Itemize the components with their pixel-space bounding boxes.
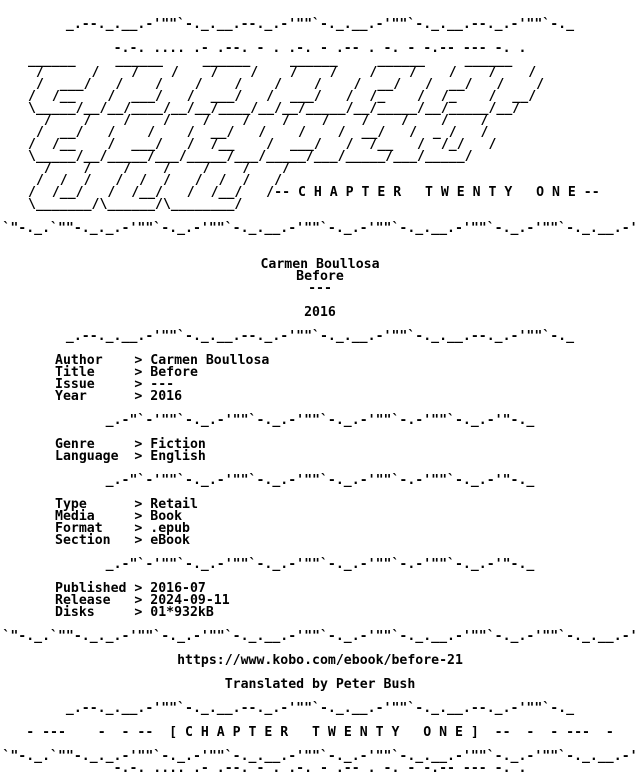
text-line: / /__/ / /__/ / /__/ /-- C H A P T E R T W E N T Y O N E -- — [28, 185, 600, 200]
text-line: --- — [308, 281, 332, 296]
text-line: https://www.kobo.com/ebook/before-21 — [177, 653, 463, 668]
text-line: Year > 2016 — [55, 389, 183, 404]
text-line: / /__ / ___/ / ___/ / ___/ / /_ / /_ / __/ — [28, 89, 537, 104]
text-line: \_______/\______/\________/ — [28, 197, 243, 212]
text-line: `"-._.`""-._._.-'""`-._.-'""`-._.__.-'""`-._.-'""`-._.__.-'""`-._.-'""`-._.__.-' — [2, 221, 638, 236]
text-line: / /__ / ___/ / /__ / ___/ / /__ / /_/ / — [28, 137, 497, 152]
nfo-document — [0, 19, 640, 775]
text-line: Published > 2016-07 — [55, 581, 206, 596]
text-line: / / / / / / / — [28, 161, 291, 176]
text-line: _.--._.__.-'""`-._.__.--._.-'""`-._.__.-'""`-._.__.--._.-'""`-._ — [65, 17, 575, 32]
text-line: / / / / / / / / / / / / — [28, 113, 489, 128]
text-line: Genre > Fiction — [55, 437, 206, 452]
text-line: \_____/__/__/____/__/__/____/__/__/_____/__/_____/__/_____/__/ — [28, 101, 521, 116]
text-line: Carmen Boullosa — [260, 257, 380, 272]
text-line: - --- - - -- [ C H A P T E R T W E N T Y O N E ] -- - - --- - — [26, 725, 614, 740]
text-line: -.-. .... .- .--. - . .-. - .-- . -. - -.-- --- -. . — [113, 41, 527, 56]
text-line: Title > Before — [55, 365, 198, 380]
text-line: / / / / / / / / / / — [28, 173, 283, 188]
text-line: `"-._.`""-._._.-'""`-._.-'""`-._.__.-'""`-._.-'""`-._.__.-'""`-._.-'""`-._.__.-' — [2, 749, 638, 764]
text-line: Section > eBook — [55, 533, 190, 548]
text-line: Before — [296, 269, 344, 284]
text-line: Disks > 01*932kB — [55, 605, 214, 620]
text-line: Type > Retail — [55, 497, 198, 512]
text-line: / __/ / / / __/ / / / __/ / _ / / — [28, 125, 489, 140]
text-line: Issue > --- — [55, 377, 175, 392]
text-line: _.-"`-'""`-._.-'""`-._.-'""`-._.-'""`-.-'""`-._.-'"-._ — [105, 557, 535, 572]
text-line: `"-._.`""-._._.-'""`-._.-'""`-._.__.-'""`-._.-'""`-._.__.-'""`-._.-'""`-._.__.-' — [2, 629, 638, 644]
text-line: Media > Book — [55, 509, 183, 524]
text-line: / / / / / / / / / / / / / — [28, 65, 537, 80]
text-line: Author > Carmen Boullosa — [55, 353, 270, 368]
text-line: / ___/ / / / / / / / __/ / __/ / / — [28, 77, 545, 92]
text-line: _.--._.__.-'""`-._.__.--._.-'""`-._.__.-'""`-._.__.--._.-'""`-._ — [65, 329, 575, 344]
text-line: \_____/__/_____/___/_____/___/_____/___/_____/___/_____/ — [28, 149, 473, 164]
text-line: ______ ______ ______ ______ ______ ______ — [28, 53, 513, 68]
text-line: Translated by Peter Bush — [224, 677, 416, 692]
text-line: _.-"`-'""`-._.-'""`-._.-'""`-._.-'""`-.-'""`-._.-'"-._ — [105, 413, 535, 428]
text-line: _.-"`-'""`-._.-'""`-._.-'""`-._.-'""`-.-'""`-._.-'"-._ — [105, 473, 535, 488]
text-line: Language > English — [55, 449, 206, 464]
text-line: Release > 2024-09-11 — [55, 593, 230, 608]
text-line: _.--._.__.-'""`-._.__.--._.-'""`-._.__.-'""`-._.__.--._.-'""`-._ — [65, 701, 575, 716]
blank-line — [0, 235, 640, 247]
text-line: 2016 — [304, 305, 336, 320]
text-line: Format > .epub — [55, 521, 190, 536]
text-line: -.-. .... .- .--. - . .-. - .-- . -. - -.-- --- -. . — [113, 761, 527, 776]
